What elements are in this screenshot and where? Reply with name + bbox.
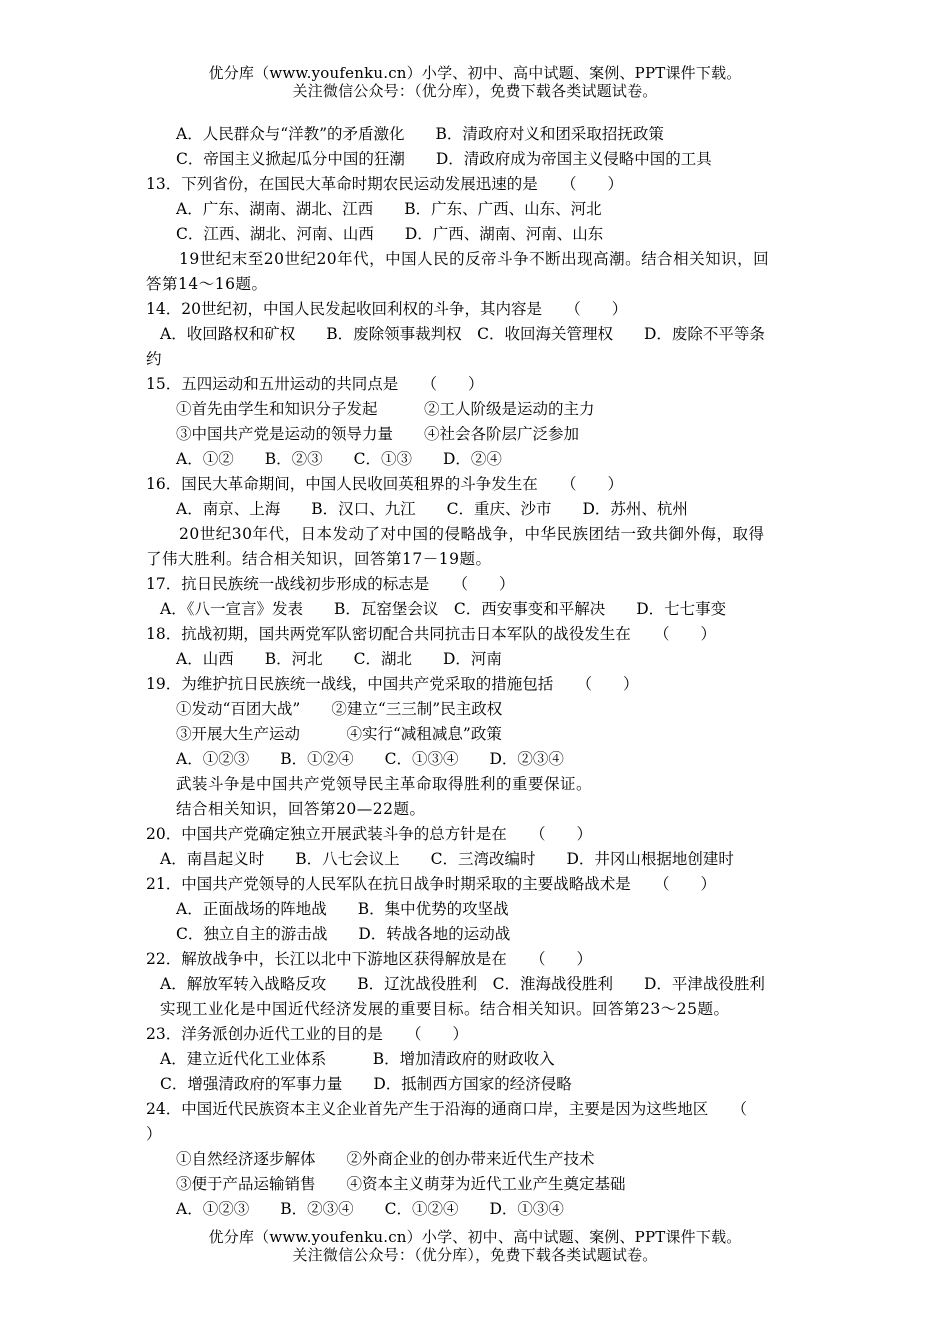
q22-options: A．解放军转入战略反攻 B．辽沈战役胜利 C．淮海战役胜利 D．平津战役胜利	[160, 975, 765, 993]
q18-options: A．山西 B．河北 C．湖北 D．河南	[176, 650, 502, 668]
section-intro-20-22: 武装斗争是中国共产党领导民主革命取得胜利的重要保证。	[176, 775, 593, 793]
q15-options: A．①② B．②③ C．①③ D．②④	[176, 450, 502, 468]
q15-stem: 15．五四运动和五卅运动的共同点是 （ ）	[146, 375, 484, 393]
q21-options-cd: C．独立自主的游击战 D．转战各地的运动战	[176, 925, 511, 943]
section-intro-17-19: 20世纪30年代，日本发动了对中国的侵略战争，中华民族团结一致共御外侮，取得	[179, 525, 765, 543]
q14-stem: 14．20世纪初，中国人民发起收回利权的斗争，其内容是 （ ）	[146, 300, 628, 318]
q17-stem: 17．抗日民族统一战线初步形成的标志是 （ ）	[146, 575, 515, 593]
q24-statements-12: ①自然经济逐步解体 ②外商企业的创办带来近代生产技术	[176, 1150, 595, 1168]
q24-options: A．①②③ B．②③④ C．①②④ D．①③④	[176, 1200, 564, 1218]
q15-statements-34: ③中国共产党是运动的领导力量 ④社会各阶层广泛参加	[176, 425, 580, 443]
page-footer	[0, 1228, 950, 1264]
q16-stem: 16．国民大革命期间，中国人民收回英租界的斗争发生在 （ ）	[146, 475, 623, 493]
section-intro-17-19-cont: 了伟大胜利。结合相关知识，回答第17－19题。	[146, 550, 492, 568]
q21-stem: 21．中国共产党领导的人民军队在抗日战争时期采取的主要战略战术是 （ ）	[146, 875, 716, 893]
q16-options: A．南京、上海 B．汉口、九江 C．重庆、沙市 D．苏州、杭州	[176, 500, 688, 518]
q19-statements-34: ③开展大生产运动 ④实行“减租减息”政策	[176, 725, 502, 743]
section-intro-23-25: 实现工业化是中国近代经济发展的重要目标。结合相关知识。回答第23～25题。	[160, 1000, 730, 1018]
q22-stem: 22．解放战争中，长江以北中下游地区获得解放是在 （ ）	[146, 950, 592, 968]
exam-content	[146, 122, 806, 1222]
footer-line-1: 优分库（www.youfenku.cn）小学、初中、高中试题、案例、PPT课件下载。	[208, 1228, 742, 1246]
q14-options: A．收回路权和矿权 B．废除领事裁判权 C．收回海关管理权 D．废除不平等条	[160, 325, 765, 343]
q19-stem: 19．为维护抗日民族统一战线，中国共产党采取的措施包括 （ ）	[146, 675, 639, 693]
q12-options-cd: C．帝国主义掀起瓜分中国的狂潮 D．清政府成为帝国主义侵略中国的工具	[176, 150, 712, 168]
q20-stem: 20．中国共产党确定独立开展武装斗争的总方针是在 （ ）	[146, 825, 592, 843]
q24-statements-34: ③便于产品运输销售 ④资本主义萌芽为近代工业产生奠定基础	[176, 1175, 626, 1193]
q14-options-cont: 约	[146, 350, 162, 368]
q13-options-cd: C．江西、湖北、河南、山西 D．广西、湖南、河南、山东	[176, 225, 604, 243]
q19-statements-12: ①发动“百团大战” ②建立“三三制”民主政权	[176, 700, 503, 718]
page-header	[0, 64, 950, 100]
q24-stem-cont: ）	[146, 1125, 162, 1143]
q12-options-ab: A．人民群众与“洋教”的矛盾激化 B．清政府对义和团采取招抚政策	[176, 125, 664, 143]
section-intro-14-16: 19世纪末至20世纪20年代，中国人民的反帝斗争不断出现高潮。结合相关知识，回	[179, 250, 770, 268]
q13-options-ab: A．广东、湖南、湖北、江西 B．广东、广西、山东、河北	[176, 200, 602, 218]
section-intro-14-16-cont: 答第14～16题。	[146, 275, 268, 293]
q19-options: A．①②③ B．①②④ C．①③④ D．②③④	[176, 750, 564, 768]
q17-options: A．《八一宣言》发表 B．瓦窑堡会议 C．西安事变和平解决 D．七七事变	[160, 600, 727, 618]
q23-options-ab: A．建立近代化工业体系 B．增加清政府的财政收入	[160, 1050, 555, 1068]
q13-stem: 13．下列省份，在国民大革命时期农民运动发展迅速的是 （ ）	[146, 175, 623, 193]
footer-line-2: 关注微信公众号：（优分库），免费下载各类试题试卷。	[292, 1246, 658, 1264]
header-line-1: 优分库（www.youfenku.cn）小学、初中、高中试题、案例、PPT课件下载。	[208, 64, 742, 82]
q23-stem: 23．洋务派创办近代工业的目的是 （ ）	[146, 1025, 468, 1043]
section-intro-20-22-cont: 结合相关知识，回答第20—22题。	[176, 800, 426, 818]
q21-options-ab: A．正面战场的阵地战 B．集中优势的攻坚战	[176, 900, 509, 918]
header-line-2: 关注微信公众号：（优分库），免费下载各类试题试卷。	[292, 82, 658, 100]
q23-options-cd: C．增强清政府的军事力量 D．抵制西方国家的经济侵略	[160, 1075, 572, 1093]
q24-stem: 24．中国近代民族资本主义企业首先产生于沿海的通商口岸，主要是因为这些地区 （	[146, 1100, 747, 1118]
q18-stem: 18．抗战初期，国共两党军队密切配合共同抗击日本军队的战役发生在 （ ）	[146, 625, 716, 643]
q20-options: A．南昌起义时 B．八七会议上 C．三湾改编时 D．井冈山根据地创建时	[160, 850, 734, 868]
q15-statements-12: ①首先由学生和知识分子发起 ②工人阶级是运动的主力	[176, 400, 595, 418]
